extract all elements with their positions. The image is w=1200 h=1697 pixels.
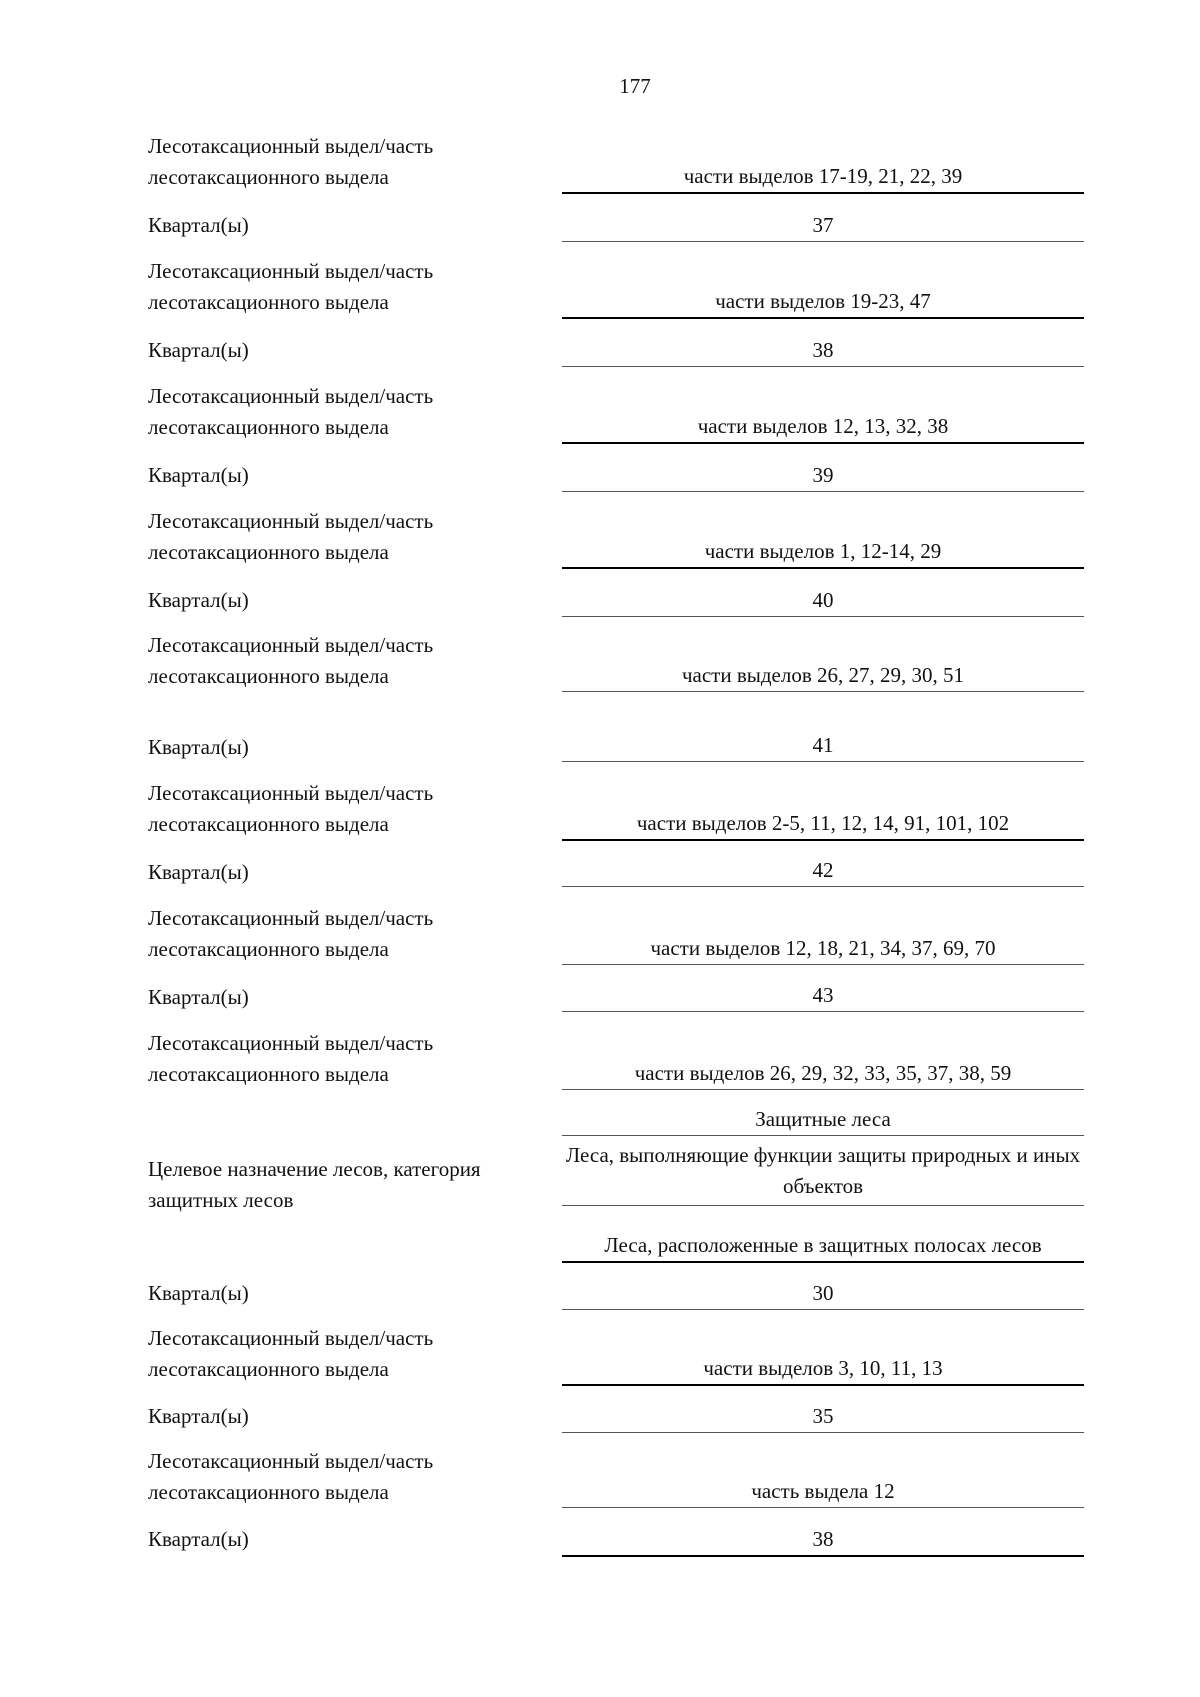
row-label: Квартал(ы) (148, 463, 249, 487)
row-label: Лесотаксационный выдел/часть лесотаксационного выдела (148, 1449, 434, 1504)
row-value: части выделов 19-23, 47 (562, 288, 1084, 319)
row-label: Лесотаксационный выдел/часть лесотаксационного выдела (148, 134, 434, 189)
row-label: Квартал(ы) (148, 860, 249, 884)
purpose-value: Защитные леса (562, 1106, 1084, 1136)
row-value: части выделов 2-5, 11, 12, 14, 91, 101, 102 (562, 810, 1084, 841)
row-value: 39 (562, 462, 1084, 492)
row-value: 37 (562, 212, 1084, 242)
purpose-label: Целевое назначение лесов, категория защитных лесов (148, 1157, 481, 1212)
row-label: Квартал(ы) (148, 735, 249, 759)
row-label: Лесотаксационный выдел/часть лесотаксационного выдела (148, 509, 434, 564)
row-label: Лесотаксационный выдел/часть лесотаксационного выдела (148, 1031, 434, 1086)
row-value: части выделов 3, 10, 11, 13 (562, 1355, 1084, 1386)
row-value: 42 (562, 857, 1084, 887)
row-value: части выделов 26, 27, 29, 30, 51 (562, 662, 1084, 692)
row-label: Лесотаксационный выдел/часть лесотаксационного выдела (148, 1326, 434, 1381)
row-label: Квартал(ы) (148, 985, 249, 1009)
purpose-value: Леса, выполняющие функции защиты природных и иных объектов (562, 1140, 1084, 1206)
row-label: Лесотаксационный выдел/часть лесотаксационного выдела (148, 259, 434, 314)
purpose-value: Леса, расположенные в защитных полосах лесов (562, 1232, 1084, 1263)
row-value: части выделов 12, 18, 21, 34, 37, 69, 70 (562, 935, 1084, 965)
row-label: Квартал(ы) (148, 338, 249, 362)
row-label: Лесотаксационный выдел/часть лесотаксационного выдела (148, 633, 434, 688)
row-label: Квартал(ы) (148, 1527, 249, 1551)
row-value: части выделов 17-19, 21, 22, 39 (562, 163, 1084, 194)
page-number: 177 (619, 74, 651, 98)
row-label: Лесотаксационный выдел/часть лесотаксационного выдела (148, 384, 434, 439)
row-value: 43 (562, 982, 1084, 1012)
row-label: Лесотаксационный выдел/часть лесотаксационного выдела (148, 906, 434, 961)
row-value: 38 (562, 1526, 1084, 1557)
row-value: части выделов 1, 12-14, 29 (562, 538, 1084, 569)
row-value: 41 (562, 732, 1084, 762)
row-label: Квартал(ы) (148, 213, 249, 237)
row-value: 30 (562, 1280, 1084, 1310)
row-value: части выделов 26, 29, 32, 33, 35, 37, 38, 59 (562, 1060, 1084, 1090)
row-value: части выделов 12, 13, 32, 38 (562, 413, 1084, 444)
row-label: Лесотаксационный выдел/часть лесотаксационного выдела (148, 781, 434, 836)
row-value: 40 (562, 587, 1084, 617)
row-label: Квартал(ы) (148, 588, 249, 612)
row-label: Квартал(ы) (148, 1404, 249, 1428)
row-value: 35 (562, 1403, 1084, 1433)
row-label: Квартал(ы) (148, 1281, 249, 1305)
row-value: часть выдела 12 (562, 1478, 1084, 1508)
row-value: 38 (562, 337, 1084, 367)
